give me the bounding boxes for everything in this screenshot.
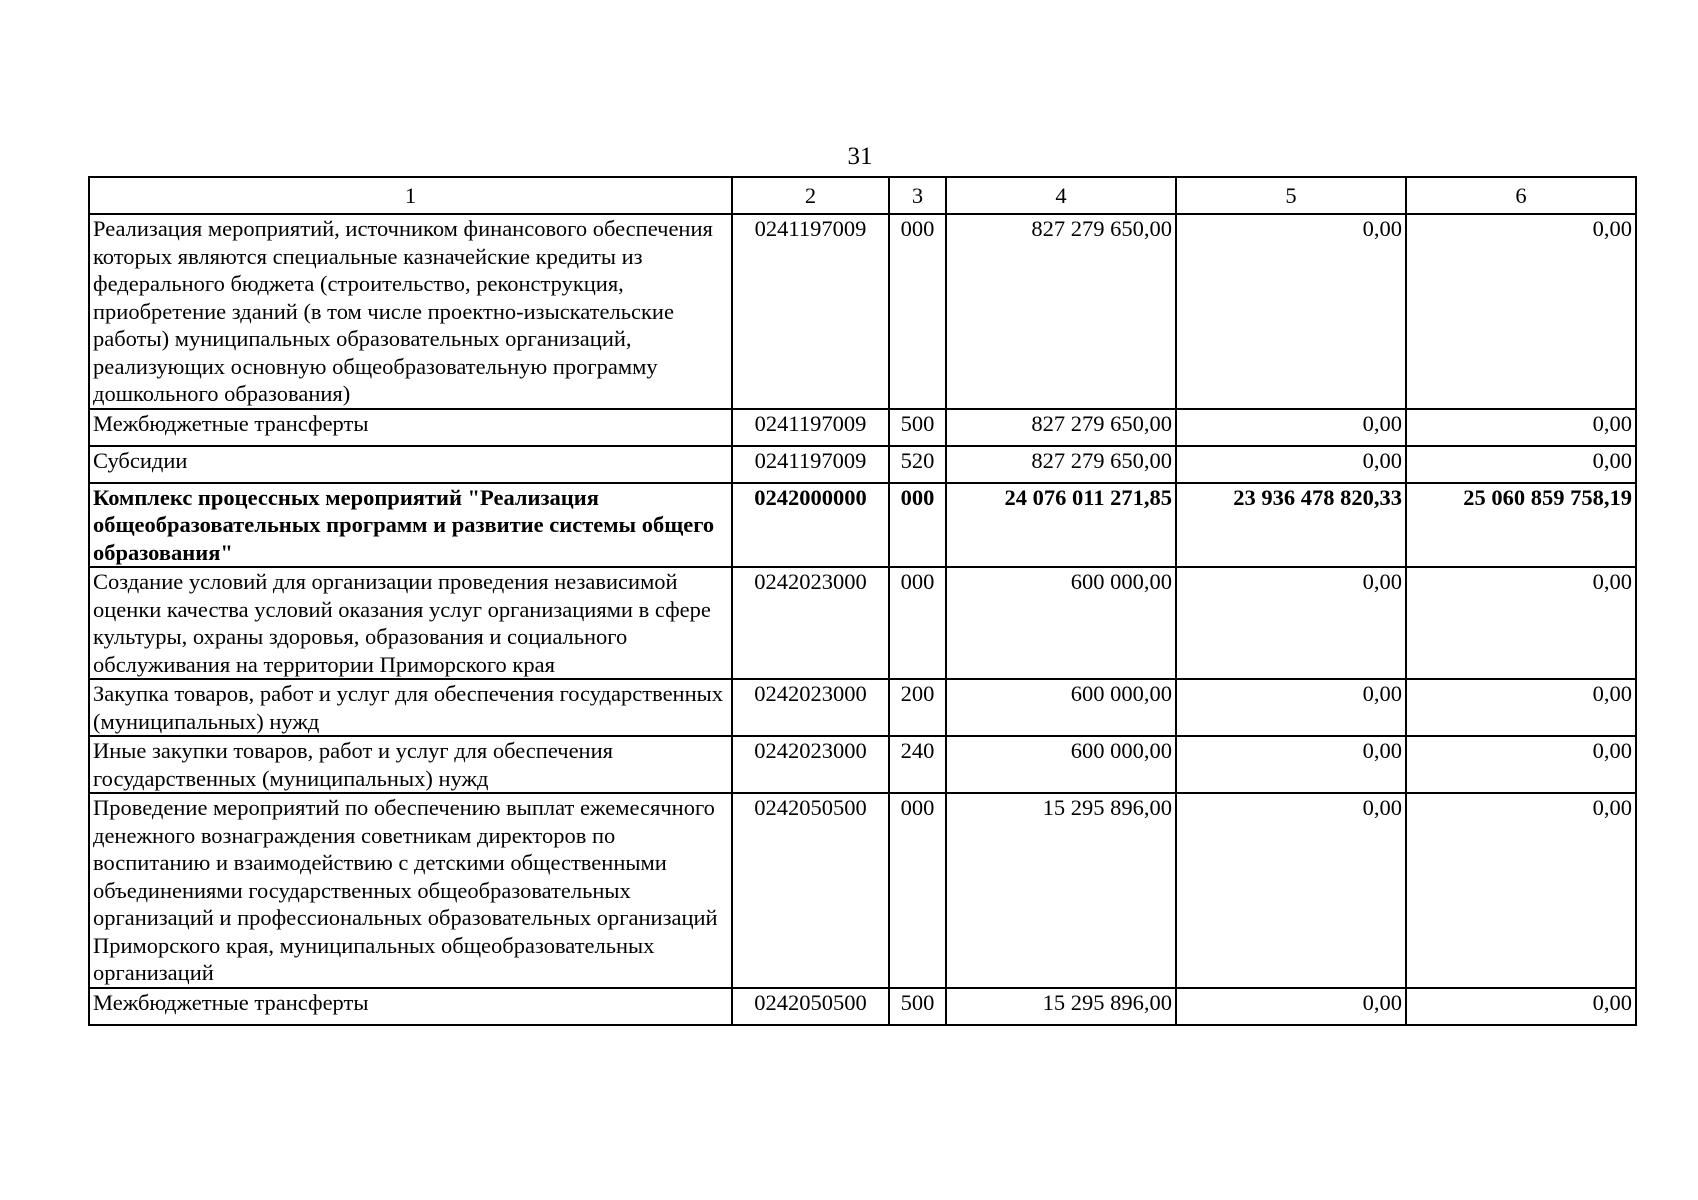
row-value-4: 15 295 896,00 [946,988,1176,1025]
table-row [89,214,1636,409]
table-row [89,567,1636,679]
row-name: Реализация мероприятий, источником финансового обеспечения которых являются специальные казначейские кредиты из федерального бюджета (строительство, реконструкция, приобретение зданий (в том числе проектно-изыскательские работы) муниципальных образовательных организаций, реализующих основную общеобразовательную программу дошкольного образования) [89,214,732,409]
row-value-6: 0,00 [1406,988,1636,1025]
table-row [89,793,1636,988]
row-value-5: 0,00 [1176,567,1406,679]
row-value-6: 25 060 859 758,19 [1406,483,1636,568]
row-value-4: 15 295 896,00 [946,793,1176,988]
table-row-total [89,483,1636,568]
row-value-6: 0,00 [1406,409,1636,446]
row-value-5: 0,00 [1176,214,1406,409]
row-value-6: 0,00 [1406,446,1636,483]
row-type: 240 [889,736,946,793]
row-code: 0242050500 [732,988,889,1025]
row-code: 0241197009 [732,446,889,483]
row-name: Создание условий для организации проведения независимой оценки качества условий оказания услуг организациями в сфере культуры, охраны здоровья, образования и социального обслуживания на территории Приморского края [89,567,732,679]
row-value-6: 0,00 [1406,679,1636,736]
row-type: 500 [889,988,946,1025]
row-value-6: 0,00 [1406,567,1636,679]
row-code: 0241197009 [732,214,889,409]
row-type: 000 [889,793,946,988]
table-row [89,409,1636,446]
row-code: 0242023000 [732,679,889,736]
row-value-6: 0,00 [1406,793,1636,988]
table-row [89,446,1636,483]
row-value-5: 0,00 [1176,988,1406,1025]
row-value-5: 0,00 [1176,793,1406,988]
header-col-5: 5 [1176,177,1406,214]
row-code: 0242023000 [732,736,889,793]
row-value-4: 24 076 011 271,85 [946,483,1176,568]
row-name: Закупка товаров, работ и услуг для обеспечения государственных (муниципальных) нужд [89,679,732,736]
header-col-6: 6 [1406,177,1636,214]
row-type: 000 [889,214,946,409]
row-type: 000 [889,483,946,568]
row-value-5: 0,00 [1176,679,1406,736]
row-name: Субсидии [89,446,732,483]
header-col-1: 1 [89,177,732,214]
row-name: Межбюджетные трансферты [89,409,732,446]
table-row [89,679,1636,736]
row-value-5: 0,00 [1176,446,1406,483]
table-header-row [89,177,1636,214]
row-type: 000 [889,567,946,679]
table-row [89,988,1636,1025]
row-name: Комплекс процессных мероприятий "Реализация общеобразовательных программ и развитие системы общего образования" [89,483,732,568]
row-type: 520 [889,446,946,483]
row-value-4: 600 000,00 [946,736,1176,793]
row-name: Межбюджетные трансферты [89,988,732,1025]
row-value-4: 600 000,00 [946,567,1176,679]
row-value-5: 23 936 478 820,33 [1176,483,1406,568]
row-name: Иные закупки товаров, работ и услуг для обеспечения государственных (муниципальных) нужд [89,736,732,793]
row-name: Проведение мероприятий по обеспечению выплат ежемесячного денежного вознаграждения советникам директоров по воспитанию и взаимодействию с детскими общественными объединениями государственных общеобразовательных организаций и профессиональных образовательных организаций Приморского края, муниципальных общеобразовательных организаций [89,793,732,988]
row-code: 0242000000 [732,483,889,568]
header-col-3: 3 [889,177,946,214]
budget-table [88,176,1637,1026]
row-type: 500 [889,409,946,446]
table-row [89,736,1636,793]
row-code: 0241197009 [732,409,889,446]
page-number: 31 [847,143,873,170]
row-code: 0242050500 [732,793,889,988]
row-value-4: 827 279 650,00 [946,409,1176,446]
row-code: 0242023000 [732,567,889,679]
row-value-6: 0,00 [1406,736,1636,793]
header-col-2: 2 [732,177,889,214]
row-value-6: 0,00 [1406,214,1636,409]
row-value-4: 827 279 650,00 [946,214,1176,409]
row-type: 200 [889,679,946,736]
row-value-5: 0,00 [1176,409,1406,446]
header-col-4: 4 [946,177,1176,214]
row-value-4: 827 279 650,00 [946,446,1176,483]
row-value-4: 600 000,00 [946,679,1176,736]
row-value-5: 0,00 [1176,736,1406,793]
